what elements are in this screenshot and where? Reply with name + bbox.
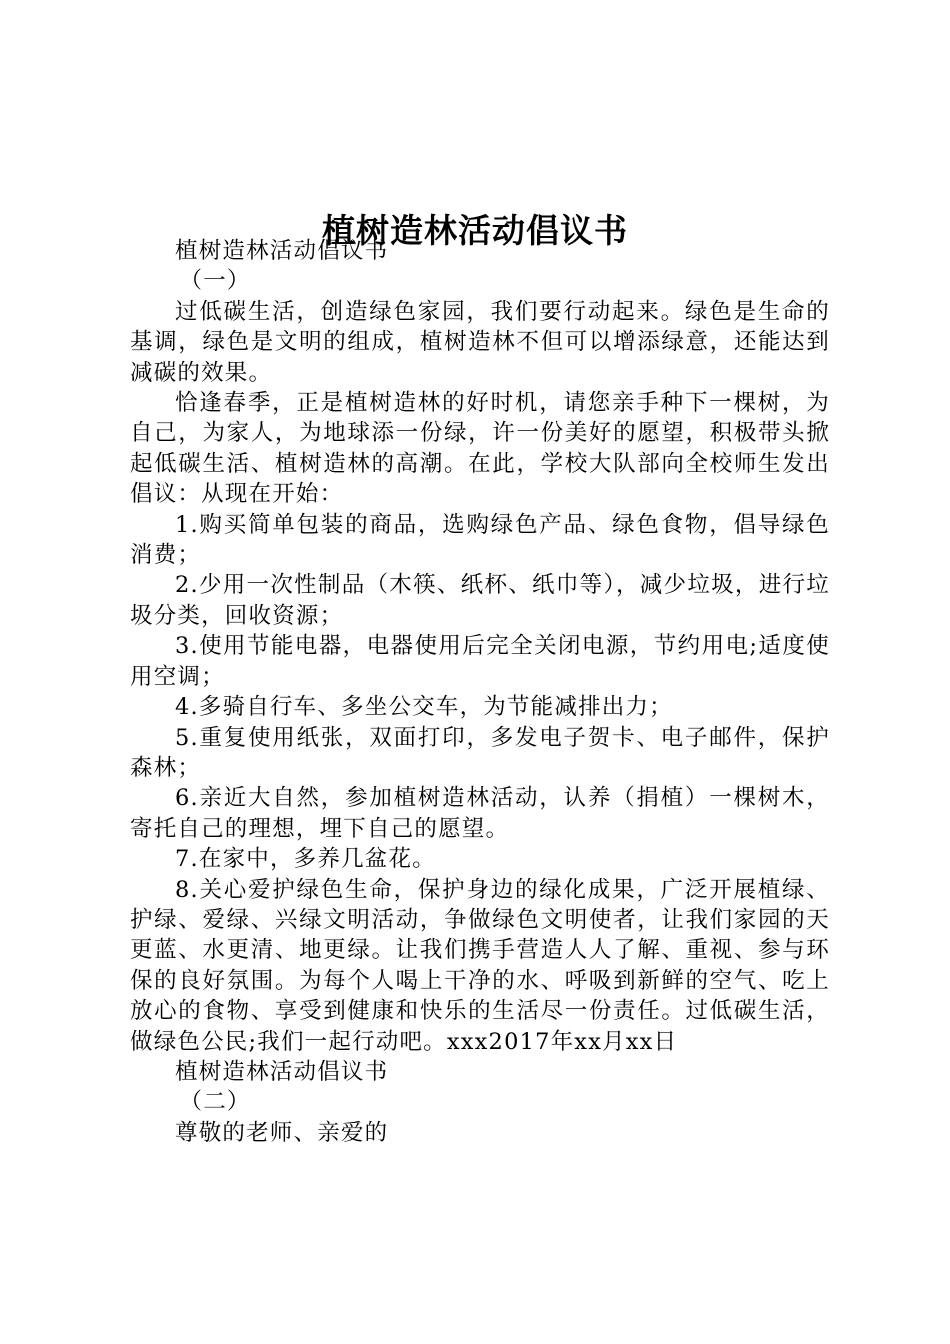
salutation-paragraph: 尊敬的老师、亲爱的 [175, 1119, 389, 1146]
section-heading-2: 植树造林活动倡议书 [175, 1058, 389, 1085]
proposal-item-1: 1.购买简单包装的商品，选购绿色产品、绿色食物，倡导绿色消费； [130, 511, 830, 569]
intro-paragraph: 过低碳生活，创造绿色家园，我们要行动起来。绿色是生命的基调，绿色是文明的组成，植树造林不但可以增添绿意，还能达到减碳的效果。 [130, 298, 830, 386]
proposal-item-2: 2.少用一次性制品（木筷、纸杯、纸巾等），减少垃圾，进行垃圾分类，回收资源； [130, 572, 830, 629]
document-title: 植树造林活动倡议书 [322, 211, 628, 251]
section-number-1: （一） [179, 268, 251, 295]
call-to-action-paragraph: 恰逢春季，正是植树造林的好时机，请您亲手种下一棵树，为自己，为家人，为地球添一份绿，许一份美好的愿望，积极带头掀起低碳生活、植树造林的高潮。在此，学校大队部向全校师生发出倡议：从现在开始： [130, 390, 830, 508]
proposal-item-6: 6.亲近大自然，参加植树造林活动，认养（捐植）一棵树木，寄托自己的理想，埋下自己的愿望。 [130, 785, 830, 842]
section-number-2: （二） [179, 1089, 251, 1116]
proposal-item-5: 5.重复使用纸张，双面打印，多发电子贺卡、电子邮件，保护森林； [130, 724, 830, 781]
document-body [130, 236, 830, 1148]
proposal-item-4: 4.多骑自行车、多坐公交车，为节能减排出力； [175, 694, 673, 721]
proposal-item-8: 8.关心爱护绿色生命，保护身边的绿化成果，广泛开展植绿、护绿、爱绿、兴绿文明活动，争做绿色文明使者，让我们家园的天更蓝、水更清、地更绿。让我们携手营造人人了解、重视、参与环保的良好氛围。为每个人喝上干净的水、呼吸到新鲜的空气、吃上放心的食物、享受到健康和快乐的生活尽一份责任。过低碳生活，做绿色公民;我们一起行动吧。xxx2017年xx月xx日 [130, 876, 830, 1055]
section-heading-1: 植树造林活动倡议书 [175, 238, 389, 264]
proposal-item-3: 3.使用节能电器，电器使用后完全关闭电源，节约用电;适度使用空调； [130, 633, 830, 690]
proposal-item-7: 7.在家中，多养几盆花。 [175, 846, 436, 873]
